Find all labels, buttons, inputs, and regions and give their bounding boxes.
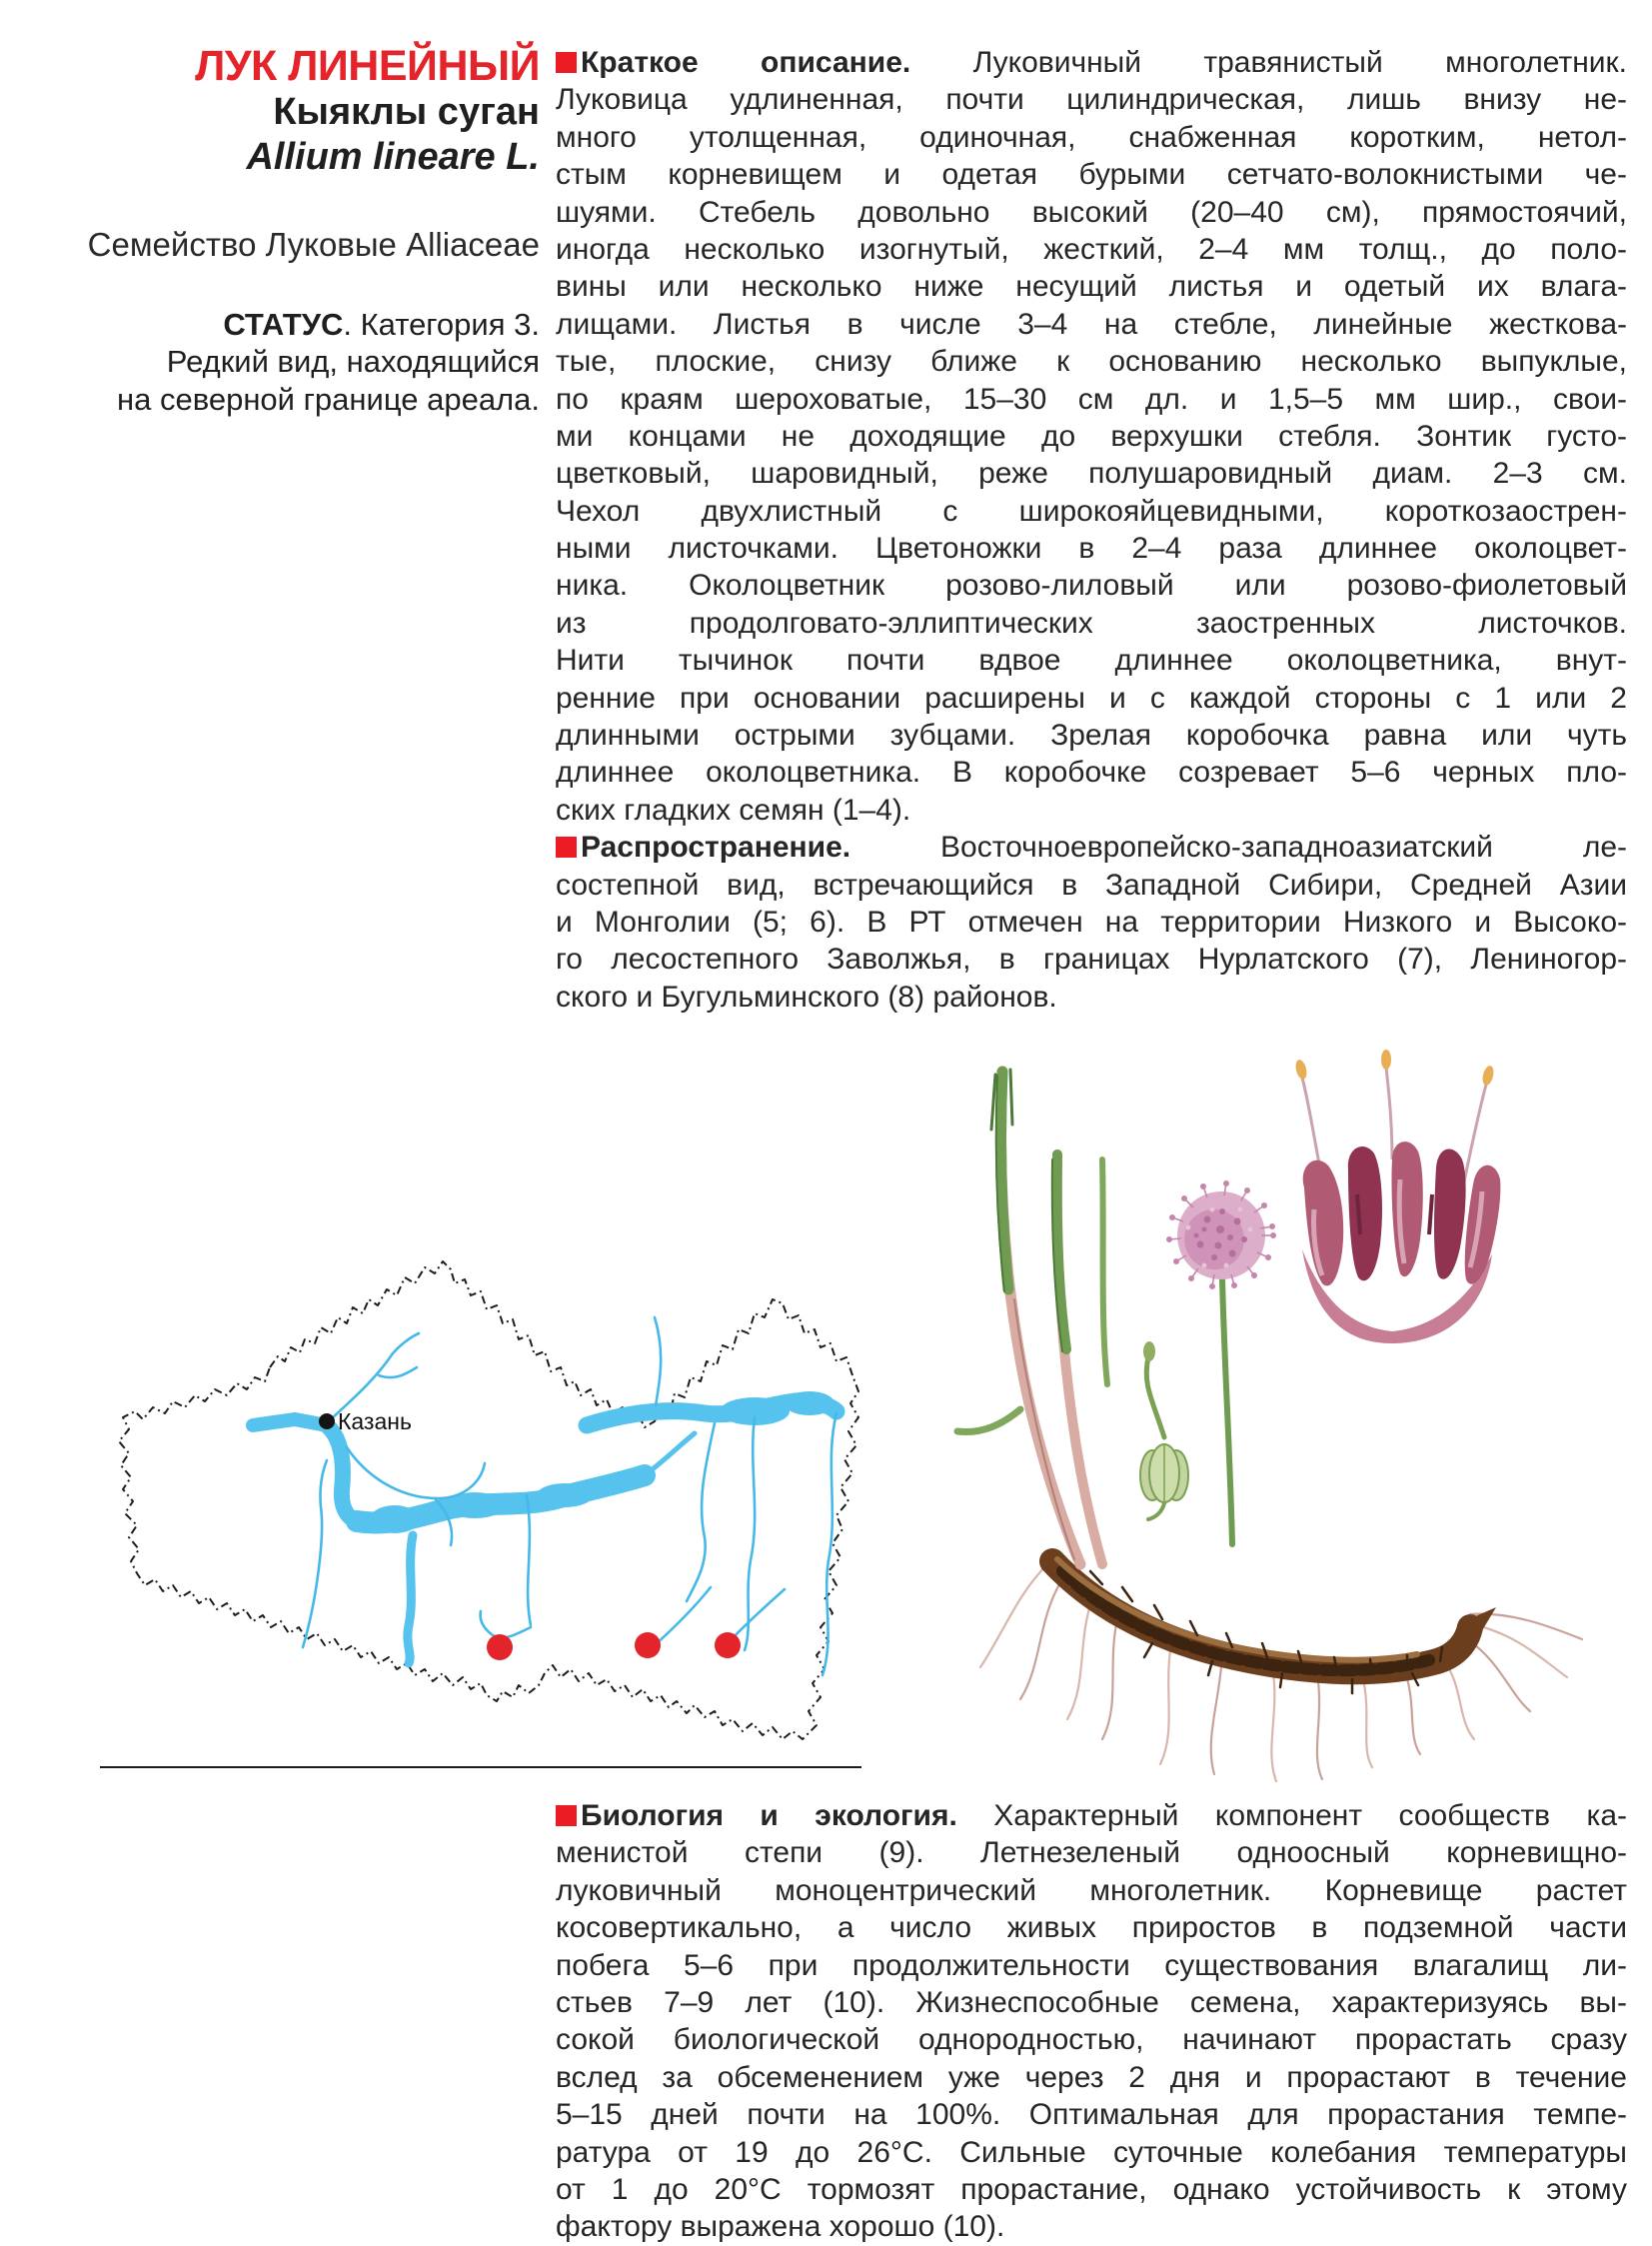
plant-flower-detail xyxy=(1294,1050,1501,1343)
text-line: побега 5–6 при продолжительности существования влагалищ ли- xyxy=(556,1948,1627,1982)
text-line: стьев 7–9 лет (10). Жизнеспособные семена, характеризуясь вы- xyxy=(556,1985,1627,2019)
species-title-latin: Allium lineare L. xyxy=(246,135,540,178)
paragraph-lines xyxy=(556,1834,1627,2208)
text-line: лищами. Листья в числе 3–4 на стебле, линейные жесткова- xyxy=(556,307,1627,341)
main-text xyxy=(556,44,1627,1016)
section-biology-ecology xyxy=(556,1797,1627,2246)
occurrence-dots xyxy=(487,1632,741,1660)
text-line: вины или несколько ниже несущий листья и одетый их влага- xyxy=(556,270,1627,304)
text-line: длиннее околоцветника. В коробочке созревает 5–6 черных пло- xyxy=(556,756,1627,790)
city-label: Казань xyxy=(338,1408,412,1434)
status-label: СТАТУС xyxy=(223,306,344,342)
text-line: сокой биологической однородностью, начинают прорастать сразу xyxy=(556,2023,1627,2057)
text-line: ренние при основании расширены и с каждой стороны с 1 или 2 xyxy=(556,681,1627,715)
text-line: ми концами не доходящие до верхушки стебля. Зонтик густо- xyxy=(556,419,1627,453)
section-heading: Биология и экология. xyxy=(581,1799,957,1832)
section-short-description xyxy=(556,44,1627,829)
text-line: вслед за обсеменением уже через 2 дня и прорастают в течение xyxy=(556,2060,1627,2094)
section-heading: Распространение. xyxy=(581,831,851,865)
species-title-russian: ЛУК ЛИНЕЙНЫЙ xyxy=(195,42,540,90)
text-line: ника. Околоцветник розово-лиловый или розово-фиолетовый xyxy=(556,569,1627,603)
botanical-illustration xyxy=(852,1040,1652,1787)
distribution-map xyxy=(95,1255,864,1770)
plant-rhizome xyxy=(1052,1559,1496,1693)
text-line: от 1 до 20°С тормозят прорастание, однако устойчивость к этому xyxy=(556,2172,1627,2206)
red-square-bullet-icon xyxy=(556,837,577,858)
species-header xyxy=(40,42,540,418)
first-line-text: Восточноевропейско-западноазиатский ле- xyxy=(940,831,1627,865)
plant-seed-capsule xyxy=(1140,1341,1188,1519)
text-line: менистой степи (9). Летнезеленый одноосный корневищно- xyxy=(556,1836,1627,1870)
plant-stems xyxy=(957,1070,1107,1564)
paragraph-first-line xyxy=(556,829,1627,866)
occurrence-dot xyxy=(635,1632,661,1658)
family-name: Семейство Луковые Alliaceae xyxy=(87,225,540,263)
text-line: 5–15 дней почти на 100%. Оптимальная для прорастания темпе- xyxy=(556,2098,1627,2132)
text-line: го лесостепного Заволжья, в границах Нурлатского (7), Лениногор- xyxy=(556,943,1627,977)
first-line-text: Луковичный травянистый многолетник. xyxy=(972,46,1627,79)
occurrence-dot xyxy=(487,1634,513,1660)
text-line: шуями. Стебель довольно высокий (20–40 см), прямостоячий, xyxy=(556,195,1627,229)
species-title-tatar: Кыяклы суган xyxy=(273,91,540,134)
section-distribution xyxy=(556,829,1627,1016)
text-line: Нити тычинок почти вдвое длиннее околоцветника, внут- xyxy=(556,644,1627,678)
text-line: косовертикально, а число живых приростов в подземной части xyxy=(556,1911,1627,1945)
section-heading: Краткое описание. xyxy=(581,46,911,79)
text-line: и Монголии (5; 6). В РТ отмечен на территории Низкого и Высоко- xyxy=(556,905,1627,939)
text-line: Луковица удлиненная, почти цилиндрическая, лишь внизу не- xyxy=(556,83,1627,117)
text-line: по краям шероховатые, 15–30 см дл. и 1,5–5 мм шир., свои- xyxy=(556,382,1627,416)
paragraph-first-line xyxy=(556,1797,1627,1834)
text-line: стым корневищем и одетая бурыми сетчато-волокнистыми че- xyxy=(556,158,1627,192)
text-line: много утолщенная, одиночная, снабженная коротким, нетол- xyxy=(556,120,1627,154)
text-line: тые, плоские, снизу ближе к основанию несколько выпуклые, xyxy=(556,345,1627,379)
text-line: цветковый, шаровидный, реже полушаровидный диам. 2–3 см. xyxy=(556,457,1627,491)
status-block xyxy=(40,306,540,419)
text-line: луковичный моноцентрический многолетник. Корневище растет xyxy=(556,1873,1627,1907)
occurrence-dot xyxy=(715,1632,741,1658)
text-line: ными листочками. Цветоножки в 2–4 раза длиннее околоцвет- xyxy=(556,532,1627,566)
paragraph-lines xyxy=(556,81,1627,791)
page-separator-line xyxy=(100,1766,861,1768)
paragraph-first-line xyxy=(556,44,1627,81)
status-line-3: на северной границе ареала. xyxy=(117,381,540,417)
text-line: иногда несколько изогнутый, жесткий, 2–4 мм толщ., до поло- xyxy=(556,232,1627,266)
paragraph-last-line: фактору выражена хорошо (10). xyxy=(556,2210,1005,2244)
biology-text xyxy=(556,1797,1627,2246)
text-line: ратура от 19 до 26°С. Сильные суточные колебания температуры xyxy=(556,2135,1627,2169)
status-category: . Категория 3. xyxy=(343,306,540,342)
status-line-1 xyxy=(40,306,540,344)
red-square-bullet-icon xyxy=(556,1805,577,1826)
paragraph-lines xyxy=(556,867,1627,979)
text-line: длинными острыми зубцами. Зрелая коробочка равна или чуть xyxy=(556,719,1627,753)
red-square-bullet-icon xyxy=(556,52,577,73)
city-marker-kazan xyxy=(319,1413,335,1429)
first-line-text: Характерный компонент сообществ ка- xyxy=(993,1799,1627,1832)
paragraph-last-line: ских гладких семян (1–4). xyxy=(556,793,911,827)
text-line: из продолговато-эллиптических заостренных листочков. xyxy=(556,606,1627,640)
status-line-2: Редкий вид, находящийся xyxy=(166,344,540,380)
paragraph-last-line: ского и Бугульминского (8) районов. xyxy=(556,980,1057,1014)
text-line: Чехол двухлистный с широкояйцевидными, короткозаострен- xyxy=(556,494,1627,528)
text-line: состепной вид, встречающийся в Западной Сибири, Средней Азии xyxy=(556,868,1627,902)
